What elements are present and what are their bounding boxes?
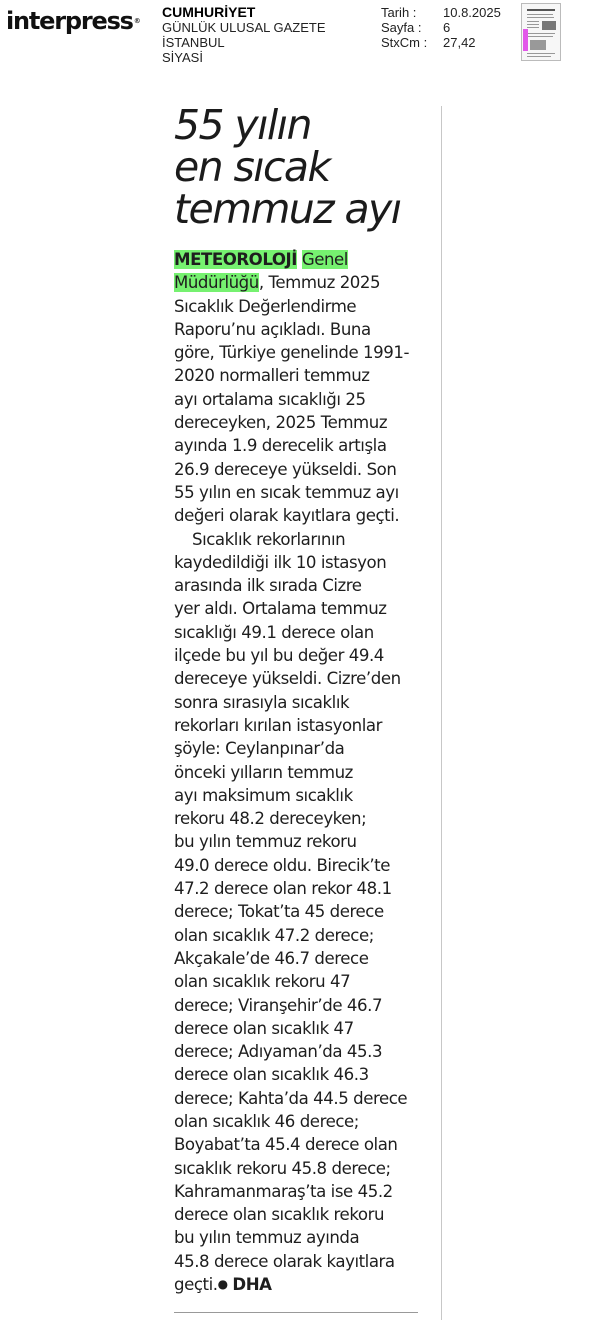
body-line: derece; Adıyaman’da 45.3 — [174, 1042, 383, 1062]
body-line: derece; Kahta’da 44.5 derece — [174, 1088, 408, 1108]
body-line: sıcaklık rekoru 45.8 derece; — [174, 1158, 391, 1178]
meta-row-date — [381, 5, 501, 20]
body-line: rekoru 48.2 dereceyken; — [174, 809, 367, 829]
body-line: derece; Tokat’ta 45 derece — [174, 902, 384, 922]
body-line: derece; Viranşehir’de 46.7 — [174, 995, 383, 1015]
meta-value: 6 — [443, 20, 451, 35]
body-line: ayında 1.9 derecelik artışla — [174, 436, 387, 456]
headline — [174, 101, 436, 233]
registered-mark: ® — [133, 17, 141, 25]
body-line: Müdürlüğü, Temmuz 2025 — [174, 273, 381, 293]
source-info — [162, 5, 326, 65]
body-line: 26.9 dereceye yükseldi. Son — [174, 459, 397, 479]
byline-agency: DHA — [232, 1275, 272, 1295]
body-line: ayı maksimum sıcaklık — [174, 785, 353, 805]
body-line: derece olan sıcaklık 47 — [174, 1018, 354, 1038]
body-line: 49.0 derece oldu. Birecik’te — [174, 855, 390, 875]
keyword-highlight: Genel — [301, 250, 348, 269]
body-line: Raporu’nu açıkladı. Buna — [174, 319, 371, 339]
body-line: geçti.● DHA — [174, 1275, 272, 1295]
body-line: göre, Türkiye genelinde 1991- — [174, 343, 410, 363]
meta-label: StxCm : — [381, 35, 428, 50]
meta-label: Sayfa : — [381, 20, 422, 35]
body-line: ilçede bu yıl bu değer 49.4 — [174, 646, 384, 666]
body-line: önceki yılların temmuz — [174, 762, 353, 782]
meta-value: 10.8.2025 — [443, 5, 501, 20]
body-line: şöyle: Ceylanpınar’da — [174, 739, 345, 759]
publication-name: CUMHURİYET — [162, 4, 256, 20]
meta-value: 27,42 — [443, 35, 476, 50]
keyword-highlight: Müdürlüğü — [174, 273, 259, 293]
body-line: olan sıcaklık rekoru 47 — [174, 972, 351, 992]
body-line: 47.2 derece olan rekor 48.1 — [174, 879, 392, 899]
body-line: arasında ilk sırada Cizre — [174, 576, 362, 596]
interpress-logo: interpress® — [6, 7, 141, 35]
body-line: Boyabat’ta 45.4 derece olan — [174, 1135, 398, 1155]
body-line: bu yılın temmuz ayında — [174, 1228, 360, 1248]
headline-line: en sıcak — [174, 143, 330, 191]
body-line: Kahramanmaraş’ta ise 45.2 — [174, 1181, 393, 1201]
source-line: GÜNLÜK ULUSAL GAZETE — [162, 20, 326, 35]
body-line: 55 yılın en sıcak temmuz ayı — [174, 482, 399, 502]
body-line — [174, 248, 436, 271]
source-line: SİYASİ — [162, 50, 203, 65]
body-line: dereceyken, 2025 Temmuz — [174, 413, 388, 433]
article-body — [174, 248, 436, 1296]
article-position-marker — [523, 29, 528, 51]
keyword-highlight: METEOROLOJİ — [174, 250, 297, 269]
body-line: ayı ortalama sıcaklığı 25 — [174, 389, 366, 409]
meta-label: Tarih : — [381, 5, 417, 20]
headline-line: temmuz ayı — [174, 185, 401, 233]
body-line: Sıcaklık rekorlarının — [192, 529, 346, 549]
body-line: rekorları kırılan istasyonlar — [174, 715, 382, 735]
source-line: İSTANBUL — [162, 35, 225, 50]
body-line: olan sıcaklık 47.2 derece; — [174, 925, 374, 945]
clipping-meta — [381, 5, 501, 50]
body-line: yer aldı. Ortalama temmuz — [174, 599, 387, 619]
meta-row-page — [381, 20, 501, 35]
body-line: değeri olarak kayıtlara geçti. — [174, 506, 400, 526]
paragraph-2 — [174, 528, 436, 1274]
body-line: sıcaklığı 49.1 derece olan — [174, 622, 374, 642]
body-line: 2020 normalleri temmuz — [174, 366, 370, 386]
article-end-rule — [174, 1312, 418, 1313]
body-line: derece olan sıcaklık rekoru — [174, 1205, 385, 1225]
body-line: kaydedildiği ilk 10 istasyon — [174, 552, 387, 572]
body-line: Sıcaklık Değerlendirme — [174, 296, 357, 316]
body-line: bu yılın temmuz rekoru — [174, 832, 357, 852]
column-divider — [441, 106, 442, 1320]
paragraph-1 — [174, 295, 436, 528]
headline-line: 55 yılın — [174, 101, 311, 149]
body-line: olan sıcaklık 46 derece; — [174, 1111, 359, 1131]
body-line: sonra sırasıyla sıcaklık — [174, 692, 350, 712]
page-thumbnail[interactable] — [521, 3, 561, 61]
meta-row-stxcm — [381, 35, 501, 50]
body-line: dereceye yükseldi. Cizre’den — [174, 669, 401, 689]
body-line: derece olan sıcaklık 46.3 — [174, 1065, 369, 1085]
body-line: Akçakale’de 46.7 derece — [174, 948, 369, 968]
body-line: 45.8 derece olarak kayıtlara — [174, 1251, 395, 1271]
bullet-icon: ● — [217, 1277, 228, 1292]
